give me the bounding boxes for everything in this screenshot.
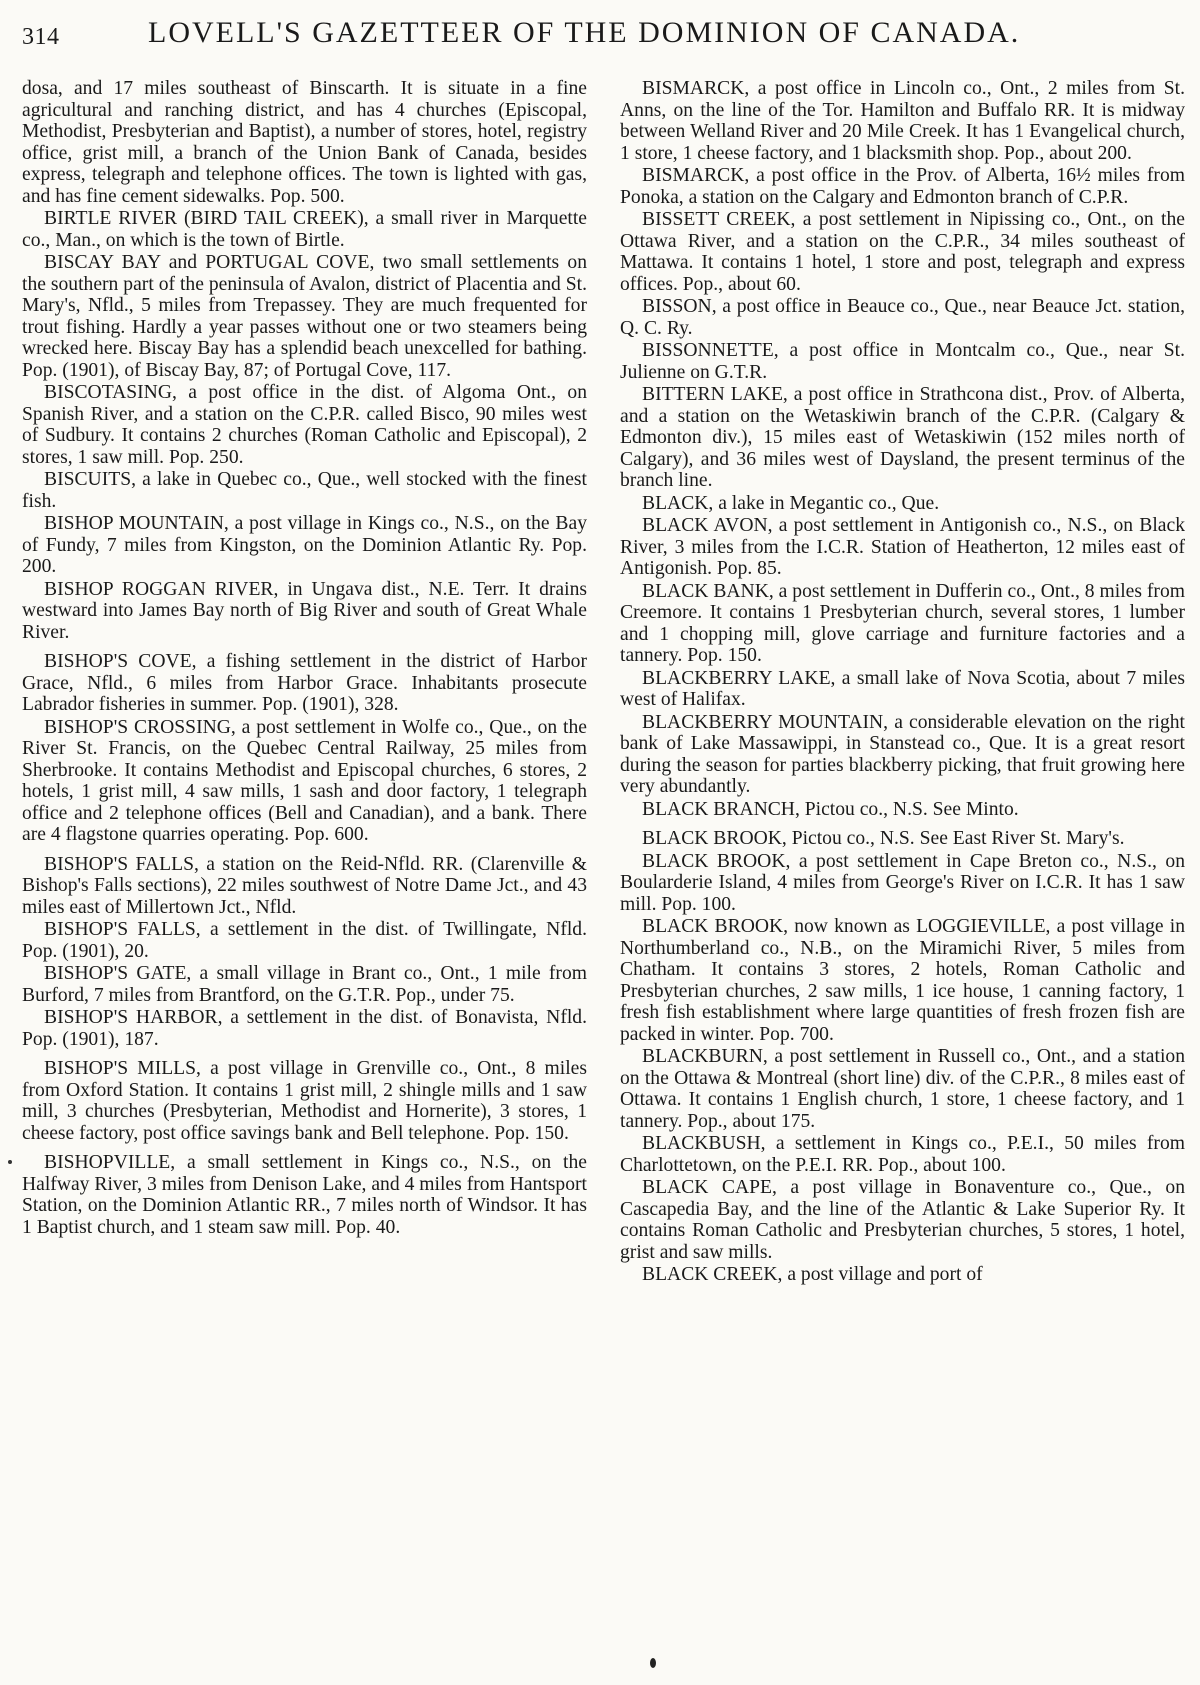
entry-bishops-harbor: BISHOP'S HARBOR, a settlement in the dist. of Bonavista, Nfld. Pop. (1901), 187. xyxy=(22,1007,587,1050)
entry-bissett-creek: BISSETT CREEK, a post settlement in Nipissing co., Ont., on the Ottawa River, and a station on the C.P.R., 34 miles southeast of Mattawa. It contains 1 hotel, 1 store and post, telegraph and express offices. Pop., about 60. xyxy=(620,209,1185,295)
entry-blackberry-mountain: BLACKBERRY MOUNTAIN, a considerable elevation on the right bank of Lake Massawippi, in Stanstead co., Que. It is a great resort during the season for parties blackberry picking, that fruit growing here very abundantly. xyxy=(620,711,1185,797)
entry-bishops-falls-settlement: BISHOP'S FALLS, a settlement in the dist. of Twillingate, Nfld. Pop. (1901), 20. xyxy=(22,919,587,962)
page-header xyxy=(18,14,1178,60)
right-column xyxy=(620,78,1185,1668)
entry-bishops-crossing: BISHOP'S CROSSING, a post settlement in Wolfe co., Que., on the River St. Francis, on the Quebec Central Railway, 25 miles from Sherbrooke. It contains Methodist and Episcopal churches, 6 stores, 2 hotels, 1 grist mill, 4 saw mills, 1 sash and door factory, 1 telegraph office and 2 telephone offices (Bell and Canadian), and a bank. There are 4 flagstone quarries operating. Pop. 600. xyxy=(22,716,587,845)
entry-black-creek: BLACK CREEK, a post village and port of xyxy=(642,1264,983,1285)
entry-biscay-bay: BISCAY BAY and PORTUGAL COVE, two small settlements on the southern part of the peninsula of Avalon, district of Placentia and St. Mary's, Nfld., 5 miles from Trepassey. They are much frequented for trout fishing. Hardly a year passes without one or two steamers being wrecked here. Biscay Bay has a splendid beach unexcelled for bathing. Pop. (1901), of Biscay Bay, 87; of Portugal Cove, 117. xyxy=(22,252,587,381)
left-column xyxy=(22,78,587,1668)
entry-binscarth-continuation: dosa, and 17 miles southeast of Binscarth. It is situate in a fine agricultural and ranching district, and has 4 churches (Episcopal, Methodist, Presbyterian and Baptist), a number of stores, hotel, registry office, grist mill, a branch of the Union Bank of Canada, besides express, telegraph and telephone offices. The town is lighted with gas, and has fine cement sidewalks. Pop. 500. xyxy=(22,78,587,207)
entry-black-cape: BLACK CAPE, a post village in Bonaventure co., Que., on Cascapedia Bay, and the line of the Atlantic & Lake Superior Ry. It contains Roman Catholic and Presbyterian churches, 5 stores, 1 hotel, grist and saw mills. xyxy=(620,1177,1185,1263)
entry-birtle-river: BIRTLE RIVER (BIRD TAIL CREEK), a small river in Marquette co., Man., on which is the town of Birtle. xyxy=(22,208,587,251)
entry-bishops-mills: BISHOP'S MILLS, a post village in Grenville co., Ont., 8 miles from Oxford Station. It contains 1 grist mill, 2 shingle mills and 1 saw mill, 3 churches (Presbyterian, Methodist and Hornerite), 3 stores, 1 cheese factory, post office savings bank and Bell telephone. Pop. 150. xyxy=(22,1058,587,1144)
entry-bissonnette: BISSONNETTE, a post office in Montcalm co., Que., near St. Julienne on G.T.R. xyxy=(620,340,1185,383)
entry-black-lake: BLACK, a lake in Megantic co., Que. xyxy=(642,492,940,514)
running-title: LOVELL'S GAZETTEER OF THE DOMINION OF CANADA. xyxy=(148,16,1021,49)
entry-bismarck-alberta: BISMARCK, a post office in the Prov. of Alberta, 16½ miles from Ponoka, a station on the Calgary and Edmonton branch of C.P.R. xyxy=(620,165,1185,208)
entry-bishopville: BISHOPVILLE, a small settlement in Kings co., N.S., on the Halfway River, 3 miles from Denison Lake, and 4 miles from Hantsport Station, on the Dominion Atlantic RR., 7 miles north of Windsor. It has 1 Baptist church, and 1 steam saw mill. Pop. 40. xyxy=(22,1152,587,1238)
entry-biscotasing: BISCOTASING, a post office in the dist. of Algoma Ont., on Spanish River, and a station on the C.P.R. called Bisco, 90 miles west of Sudbury. It contains 2 churches (Roman Catholic and Episcopal), 2 stores, 1 saw mill. Pop. 250. xyxy=(22,382,587,468)
entry-blackburn: BLACKBURN, a post settlement in Russell co., Ont., and a station on the Ottawa & Montreal (short line) div. of the C.P.R., 8 miles east of Ottawa. It contains 1 English church, 1 store, 1 cheese factory, and 1 tannery. Pop., about 175. xyxy=(620,1046,1185,1132)
entry-bittern-lake: BITTERN LAKE, a post office in Strathcona dist., Prov. of Alberta, and a station on the Wetaskiwin branch of the C.P.R. (Calgary & Edmonton div.), 15 miles east of Wetaskiwin (152 miles north of Calgary), and 36 miles west of Daysland, the present terminus of the branch line. xyxy=(620,384,1185,491)
entry-black-branch: BLACK BRANCH, Pictou co., N.S. See Minto. xyxy=(642,798,1019,820)
entry-black-avon: BLACK AVON, a post settlement in Antigonish co., N.S., on Black River, 3 miles from the I.C.R. Station of Heatherton, 12 miles east of Antigonish. Pop. 85. xyxy=(620,515,1185,579)
entry-bisson: BISSON, a post office in Beauce co., Que., near Beauce Jct. station, Q. C. Ry. xyxy=(620,296,1185,339)
ink-mark xyxy=(650,1658,656,1668)
entry-black-brook-cape-breton: BLACK BROOK, a post settlement in Cape Breton co., N.S., on Boularderie Island, 4 miles from George's River on I.C.R. It has 1 saw mill. Pop. 100. xyxy=(620,850,1185,915)
entry-bishop-roggan-river: BISHOP ROGGAN RIVER, in Ungava dist., N.E. Terr. It drains westward into James Bay north of Big River and south of Great Whale River. xyxy=(22,578,587,643)
entry-biscuits: BISCUITS, a lake in Quebec co., Que., well stocked with the finest fish. xyxy=(22,469,587,512)
entry-blackberry-lake: BLACKBERRY LAKE, a small lake of Nova Scotia, about 7 miles west of Halifax. xyxy=(620,667,1185,710)
page-number: 314 xyxy=(22,24,60,50)
entry-black-brook-loggieville: BLACK BROOK, now known as LOGGIEVILLE, a post village in Northumberland co., N.B., on the Miramichi River, 5 miles from Chatham. It contains 3 stores, 2 hotels, Roman Catholic and Presbyterian churches, 2 saw mills, 1 ice house, 1 canning factory, 1 fresh fish establishment where large quantities of fresh frozen fish are packed in winter. Pop. 700. xyxy=(620,916,1185,1045)
entry-blackbush: BLACKBUSH, a settlement in Kings co., P.E.I., 50 miles from Charlottetown, on the P.E.I. RR. Pop., about 100. xyxy=(620,1133,1185,1176)
entry-bishop-mountain: BISHOP MOUNTAIN, a post village in Kings co., N.S., on the Bay of Fundy, 7 miles from Kingston, on the Dominion Atlantic Ry. Pop. 200. xyxy=(22,513,587,577)
entry-bishops-falls-station: BISHOP'S FALLS, a station on the Reid-Nfld. RR. (Clarenville & Bishop's Falls sections), 22 miles southwest of Notre Dame Jct., and 43 miles east of Millertown Jct., Nfld. xyxy=(22,853,587,918)
entry-black-brook-pictou: BLACK BROOK, Pictou co., N.S. See East River St. Mary's. xyxy=(642,828,1125,849)
entry-bishops-cove: BISHOP'S COVE, a fishing settlement in the district of Harbor Grace, Nfld., 6 miles from Harbor Grace. Inhabitants prosecute Labrador fisheries in summer. Pop. (1901), 328. xyxy=(22,651,587,715)
ink-speck xyxy=(8,1160,12,1164)
entry-black-bank: BLACK BANK, a post settlement in Dufferin co., Ont., 8 miles from Creemore. It contains 1 Presbyterian church, several stores, 1 lumber and 1 chopping mill, glove carriage and furniture factories and a tannery. Pop. 150. xyxy=(620,580,1185,666)
entry-bishops-gate: BISHOP'S GATE, a small village in Brant co., Ont., 1 mile from Burford, 7 miles from Brantford, on the G.T.R. Pop., under 75. xyxy=(22,963,587,1006)
entry-bismarck-ont: BISMARCK, a post office in Lincoln co., Ont., 2 miles from St. Anns, on the line of the Tor. Hamilton and Buffalo RR. It is midway between Welland River and 20 Mile Creek. It has 1 Evangelical church, 1 store, 1 cheese factory, and 1 blacksmith shop. Pop., about 200. xyxy=(620,78,1185,164)
